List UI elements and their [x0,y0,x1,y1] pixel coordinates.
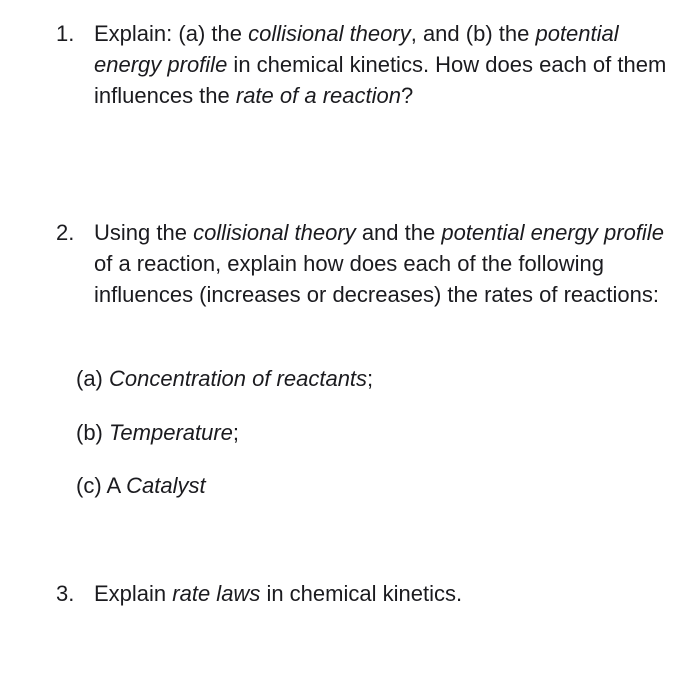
question-number: 1. [56,21,75,46]
question-text: Explain: (a) the collisional theory, and (b) the potential energy profile in chemical kinetics. How does each of them influences the rate of a reaction? [94,21,667,108]
question-text: Explain rate laws in chemical kinetics. [94,581,463,606]
subitem-catalyst: (c) A Catalyst [76,473,206,498]
question-number: 2. [56,220,75,245]
question-1 [56,18,676,111]
question-text: Using the collisional theory and the potential energy profile of a reaction, explain how does each of the following influences (increases or decreases) the rates of reactions: [94,220,664,307]
subitem-temperature: (b) Temperature; [76,420,240,445]
question-number: 3. [56,581,75,606]
subitem-concentration: (a) Concentration of reactants; [76,366,374,391]
question-2 [56,217,676,310]
question-3 [56,578,676,609]
